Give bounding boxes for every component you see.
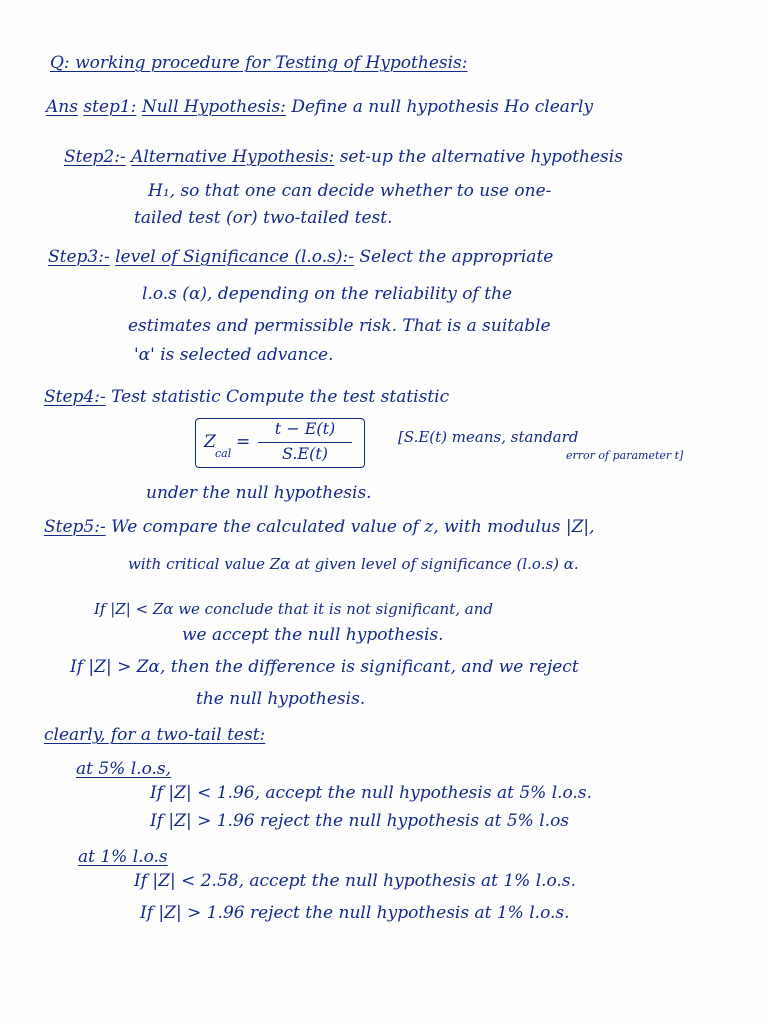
step4-after: under the null hypothesis. (146, 483, 372, 503)
step3-label: Step3:- (48, 247, 110, 267)
step5-cond1-line1: If |Z| < Zα we conclude that it is not significant, and (94, 600, 493, 618)
step1-title: Null Hypothesis: (141, 97, 286, 117)
step2-title: Alternative Hypothesis: (131, 147, 335, 167)
step4-note-line1: [S.E(t) means, standard (398, 428, 579, 446)
answer-label: Ans (46, 97, 78, 117)
step2-line2: H₁, so that one can decide whether to use one- (148, 181, 552, 201)
step3-line2: l.o.s (α), depending on the reliability of the (142, 284, 513, 304)
step5-cond2-line1: If |Z| > Zα, then the difference is significant, and we reject (70, 657, 579, 677)
one-percent-reject: If |Z| > 1.96 reject the null hypothesis at 1% l.o.s. (140, 903, 570, 923)
conclusion-heading: clearly, for a two-tail test: (44, 725, 266, 745)
step3-line1 (48, 246, 553, 268)
step3-text1: Select the appropriate (359, 247, 554, 267)
step2-text1: set-up the alternative hypothesis (339, 147, 623, 167)
formula-numerator: t − E(t) (274, 419, 336, 438)
formula-denominator: S.E(t) (281, 444, 329, 463)
step3-line4: 'α' is selected advance. (134, 345, 334, 365)
question-heading: Q: working procedure for Testing of Hypothesis: (50, 53, 468, 73)
step1-label: step1: (83, 97, 137, 117)
step2-line1 (64, 146, 623, 168)
step1-line (46, 96, 593, 118)
five-percent-label: at 5% l.o.s, (76, 759, 172, 779)
fraction-bar (258, 442, 352, 443)
step5-text1: We compare the calculated value of z, with modulus |Z|, (111, 517, 595, 537)
step1-text: Define a null hypothesis Ho clearly (291, 97, 594, 117)
step3-title: level of Significance (l.o.s):- (115, 247, 354, 267)
step2-line3: tailed test (or) two-tailed test. (134, 208, 393, 228)
formula-equals: = (236, 432, 251, 452)
one-percent-label: at 1% l.o.s (78, 847, 168, 867)
step5-cond2-line2: the null hypothesis. (196, 689, 366, 709)
five-percent-accept: If |Z| < 1.96, accept the null hypothesis at 5% l.o.s. (150, 783, 593, 803)
formula-z: Z (204, 432, 216, 452)
five-percent-reject: If |Z| > 1.96 reject the null hypothesis at 5% l.os (150, 811, 570, 831)
step4-text: Compute the test statistic (226, 387, 450, 407)
step2-label: Step2:- (64, 147, 126, 167)
step5-line1 (44, 516, 595, 538)
step5-line2: with critical value Zα at given level of significance (l.o.s) α. (128, 555, 579, 573)
step4-label: Step4:- (44, 387, 106, 407)
step4-note-line2: error of parameter t] (566, 449, 684, 462)
step5-cond1-line2: we accept the null hypothesis. (182, 625, 444, 645)
step5-label: Step5:- (44, 517, 106, 537)
one-percent-accept: If |Z| < 2.58, accept the null hypothesis at 1% l.o.s. (134, 871, 577, 891)
formula-z-subscript: cal (215, 447, 232, 460)
step4-line1 (44, 386, 449, 408)
step3-line3: estimates and permissible risk. That is a suitable (128, 316, 551, 336)
test-statistic-formula (195, 418, 365, 468)
step4-title: Test statistic (111, 387, 221, 407)
